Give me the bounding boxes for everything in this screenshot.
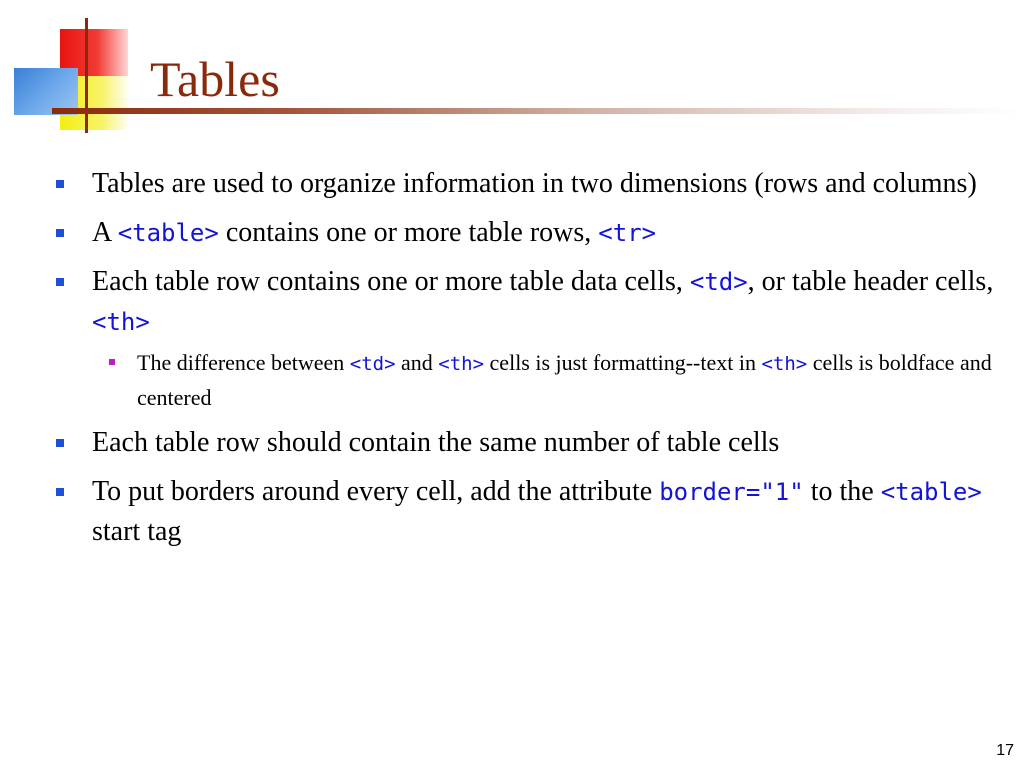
- text-fragment: to the: [803, 476, 881, 507]
- sub-bullet-text: [137, 350, 992, 410]
- bullet-text: [92, 476, 982, 547]
- square-bullet-icon: [56, 229, 64, 237]
- code-fragment: <tr>: [598, 219, 657, 247]
- title-underline-rule: [52, 108, 1022, 114]
- square-bullet-icon: [56, 439, 64, 447]
- code-fragment: <td>: [349, 353, 396, 375]
- text-fragment: cells is boldface and centered: [137, 350, 992, 410]
- sub-bullet-item: [92, 346, 996, 414]
- text-fragment: A: [92, 217, 118, 248]
- code-fragment: <th>: [438, 353, 485, 375]
- bullet-item: [56, 472, 996, 552]
- code-fragment: <table>: [117, 219, 219, 247]
- code-fragment: <td>: [689, 268, 748, 296]
- square-bullet-icon: [56, 278, 64, 286]
- code-fragment: <table>: [880, 478, 982, 506]
- code-fragment: <th>: [761, 353, 808, 375]
- square-sub-bullet-icon: [109, 359, 115, 365]
- slide-title: Tables: [150, 51, 280, 107]
- text-fragment: Each table row contains one or more table data cells,: [92, 266, 690, 297]
- square-bullet-icon: [56, 180, 64, 188]
- text-fragment: The difference between: [137, 350, 350, 375]
- text-fragment: start tag: [92, 516, 182, 547]
- bullet-item: [56, 164, 996, 204]
- text-fragment: To put borders around every cell, add the attribute: [92, 476, 660, 507]
- square-bullet-icon: [56, 488, 64, 496]
- bullet-text: [92, 168, 977, 199]
- logo-vertical-line: [85, 18, 88, 133]
- bullet-text: [92, 427, 779, 458]
- bullet-item: [56, 262, 996, 414]
- code-fragment: border="1": [659, 478, 804, 506]
- page-number: 17: [996, 742, 1014, 759]
- sub-bullet-list: [92, 346, 996, 414]
- bullet-item: [56, 423, 996, 463]
- text-fragment: Each table row should contain the same number of table cells: [92, 427, 780, 458]
- text-fragment: and: [395, 350, 439, 375]
- text-fragment: Tables are used to organize information in two dimensions (rows and columns): [92, 168, 977, 199]
- code-fragment: <th>: [92, 308, 150, 336]
- text-fragment: cells is just formatting--text in: [484, 350, 762, 375]
- bullet-text: [92, 217, 656, 248]
- text-fragment: , or table header cells,: [747, 266, 994, 297]
- bullet-item: [56, 213, 996, 253]
- bullet-text: [92, 266, 993, 337]
- text-fragment: contains one or more table rows,: [218, 217, 599, 248]
- bullet-list: [56, 164, 996, 561]
